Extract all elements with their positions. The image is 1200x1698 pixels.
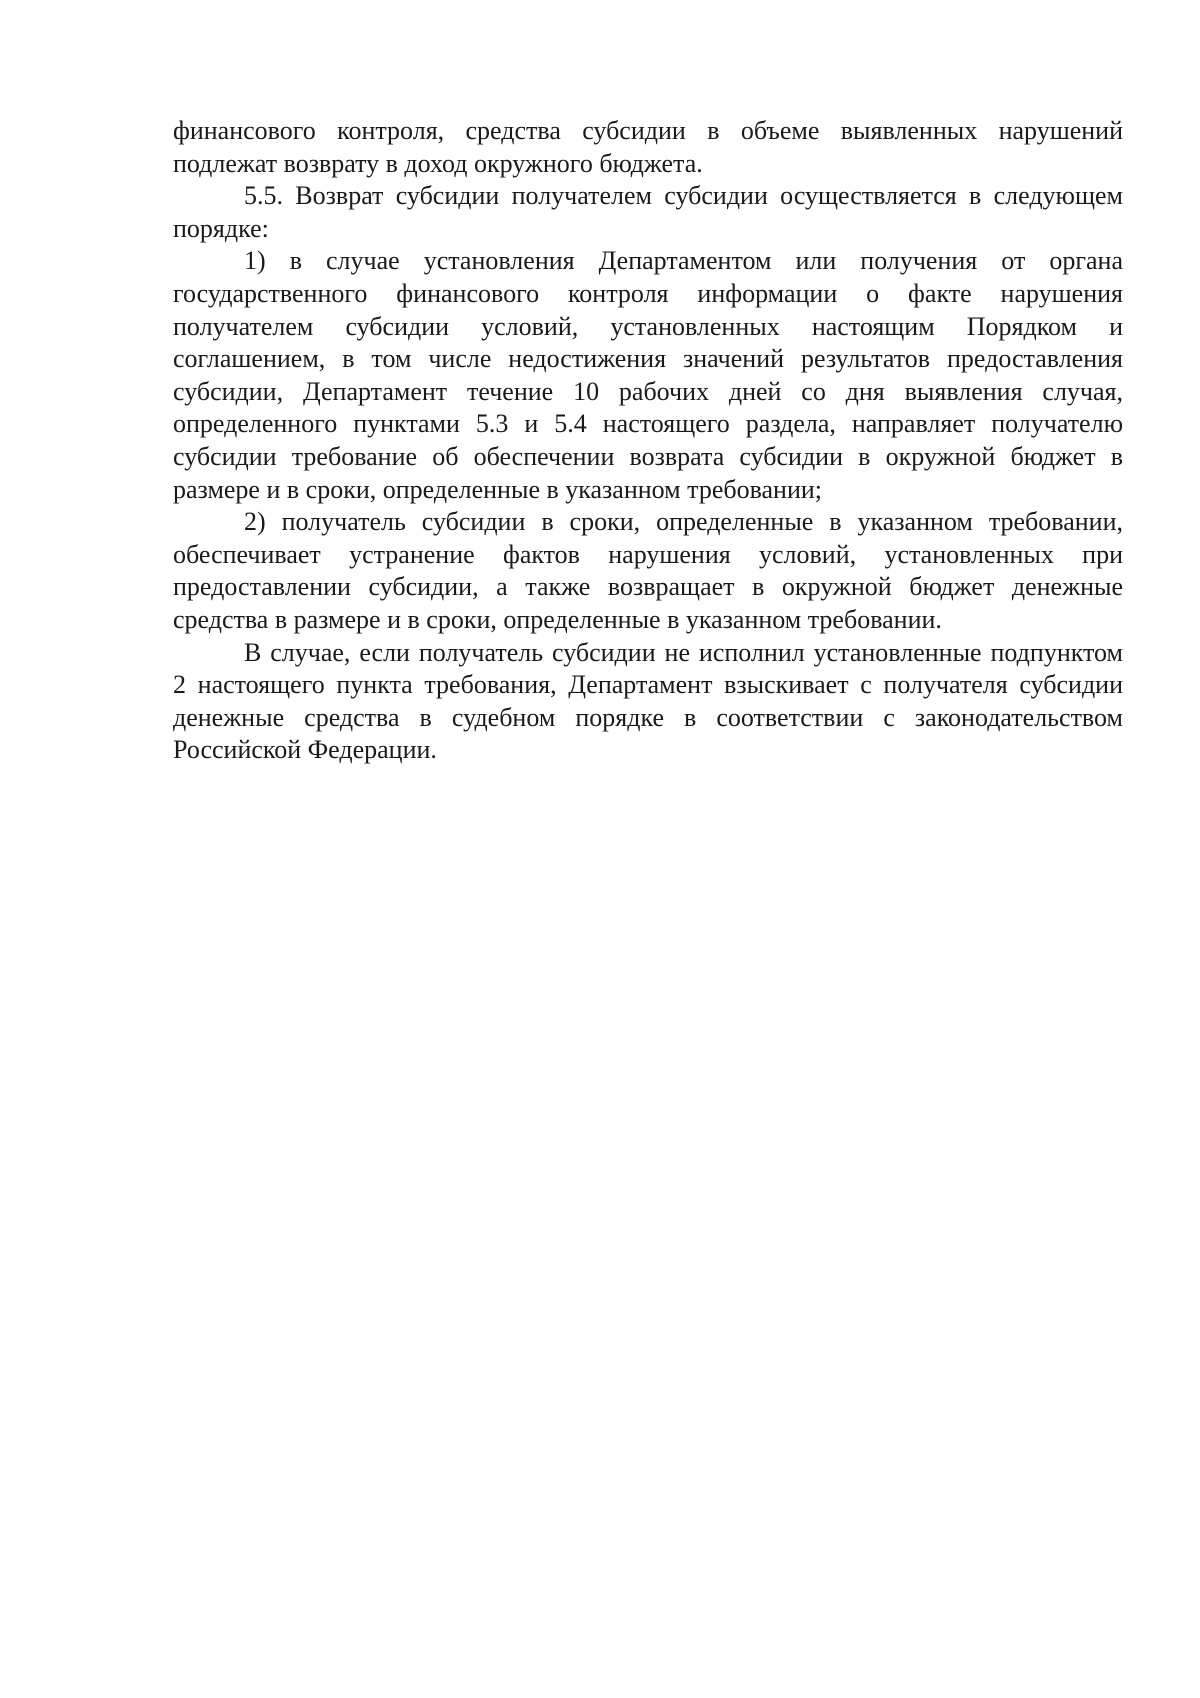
document-body [173,115,1123,767]
paragraph-item-2: 2) получатель субсидии в сроки, определенные в указанном требовании, обеспечивает устранение фактов нарушения условий, установленных при предоставлении субсидии, а также возвращает в окружной бюджет денежные средства в размере и в сроки, определенные в указанном требовании. [173,507,1123,634]
paragraph-recovery: В случае, если получатель субсидии не исполнил установленные подпунктом 2 настоящего пункта требования, Департамент взыскивает с получателя субсидии денежные средства в судебном порядке в соответствии с законодательством Российской Федерации. [173,637,1123,765]
paragraph-clause-5-5: 5.5. Возврат субсидии получателем субсидии осуществляется в следующем порядке: [173,181,1123,243]
paragraph-continuation: финансового контроля, средства субсидии в объеме выявленных нарушений подлежат возврату в доход окружного бюджета. [173,116,1123,178]
paragraph-item-1: 1) в случае установления Департаментом или получения от органа государственного финансового контроля информации о факте нарушения получателем субсидии условий, установленных настоящим Порядком и соглашением, в том числе недостижения значений результатов предоставления субсидии, Департамент течение 10 рабочих дней со дня выявления случая, определенного пунктами 5.3 и 5.4 настоящего раздела, направляет получателю субсидии требование об обеспечении возврата субсидии в окружной бюджет в размере и в сроки, определенные в указанном требовании; [173,246,1123,504]
